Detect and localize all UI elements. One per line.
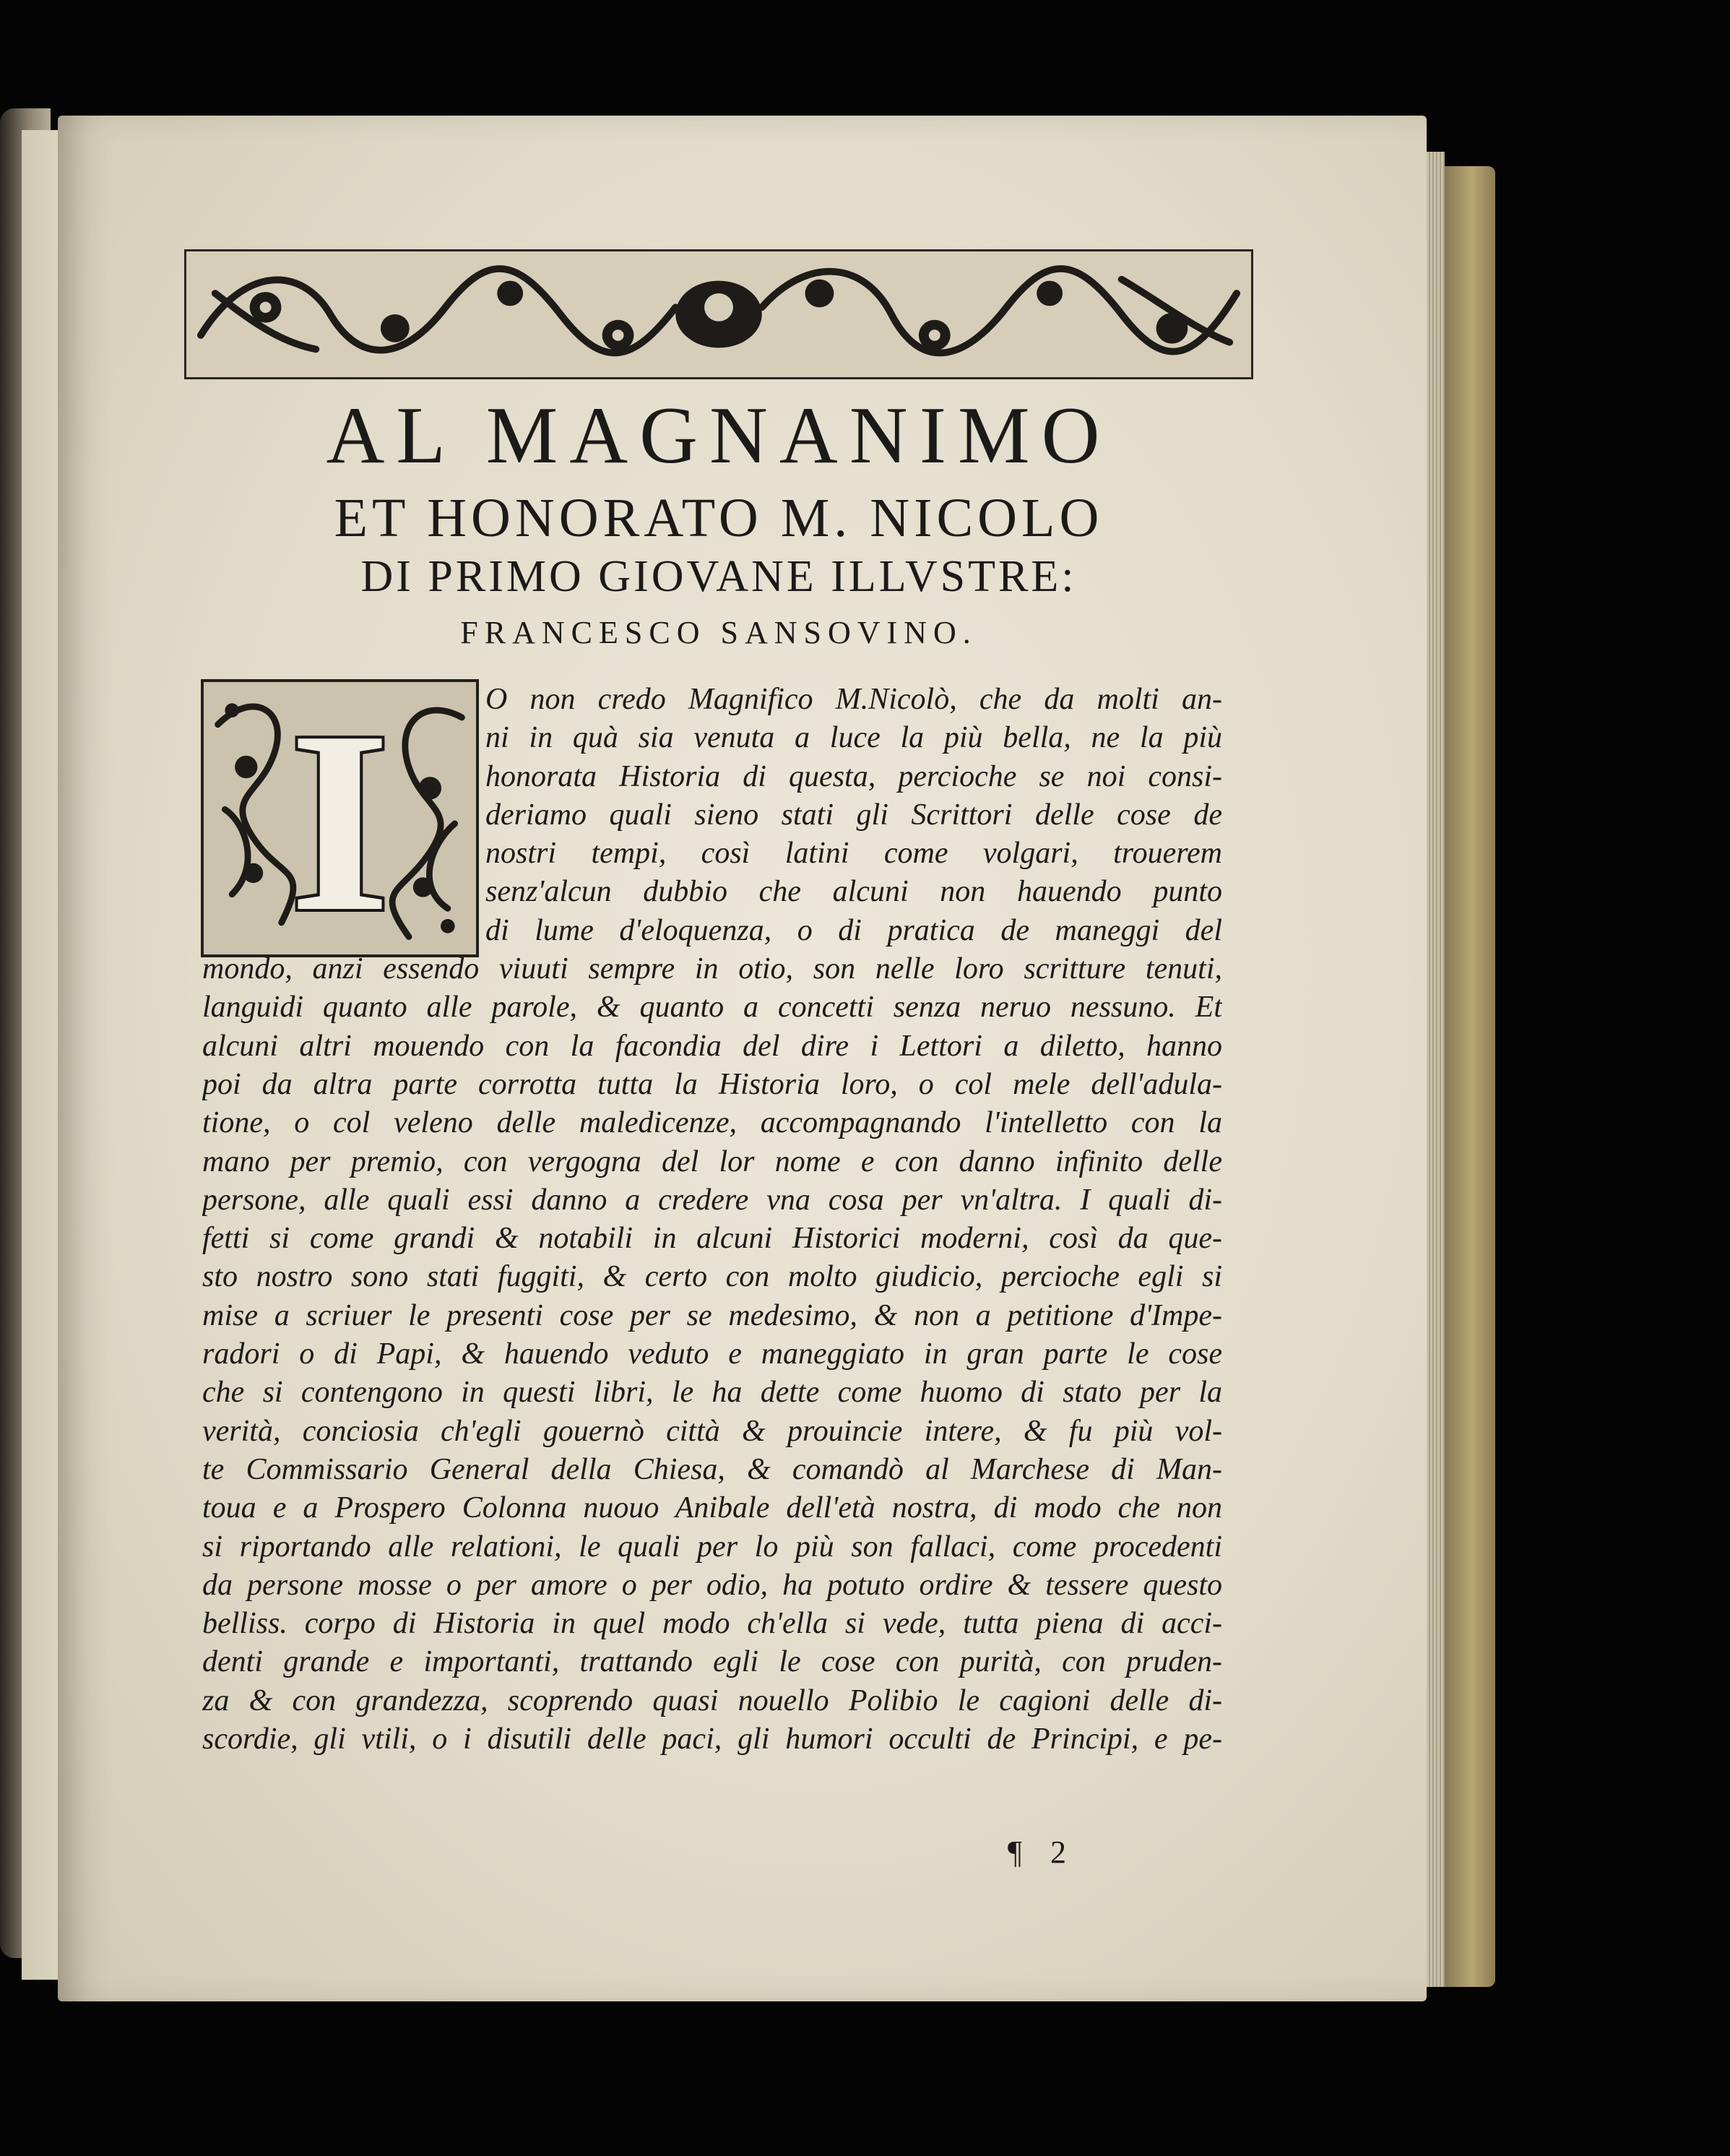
author-line: FRANCESCO SANSOVINO. xyxy=(460,615,977,650)
text-line: verità, conciosia ch'egli gouernò città & prouincie intere, & fu più vol- xyxy=(202,1414,1222,1448)
text-line: mondo, anzi essendo viuuti sempre in otio, son nelle loro scritture tenuti, xyxy=(202,952,1222,986)
text-line: tione, o col veleno delle maledicenze, accompagnando l'intelletto con la xyxy=(202,1106,1222,1140)
text-line: fetti si come grandi & notabili in alcuni Historici moderni, così da que- xyxy=(202,1222,1222,1256)
heading-line-3: DI PRIMO GIOVANE ILLVSTRE: xyxy=(360,552,1077,601)
text-line: persone, alle quali essi danno a credere vna cosa per vn'altra. I quali di- xyxy=(202,1183,1222,1217)
text-line: scordie, gli vtili, o i disutili delle paci, gli humori occulti de Principi, e pe- xyxy=(202,1722,1222,1756)
text-line: radori o di Papi, & hauendo veduto e maneggiato in gran parte le cose xyxy=(202,1337,1222,1371)
text-line: ni in quà sia venuta a luce la più bella, ne la più xyxy=(485,721,1222,755)
text-line: alcuni altri mouendo con la facondia del dire i Lettori a diletto, hanno xyxy=(202,1029,1222,1063)
ornament-scroll-icon xyxy=(186,251,1251,377)
text-line: mano per premio, con vergogna del lor nome e con danno infinito delle xyxy=(202,1144,1222,1178)
text-line: di lume d'eloquenza, o di pratica de maneggi del xyxy=(485,913,1222,947)
text-line: mise a scriuer le presenti cose per se medesimo, & non a petitione d'Impe- xyxy=(202,1298,1222,1332)
text-line: senz'alcun dubbio che alcuni non hauendo punto xyxy=(485,875,1222,909)
text-line: poi da altra parte corrotta tutta la Historia loro, o col mele dell'adula- xyxy=(202,1067,1222,1101)
text-line: sto nostro sono stati fuggiti, & certo con molto giudicio, percioche egli si xyxy=(202,1260,1222,1294)
heading-line-1: AL MAGNANIMO xyxy=(326,391,1112,480)
text-line: da persone mosse o per amore o per odio, ha potuto ordire & tessere questo xyxy=(202,1568,1222,1602)
ornament-band-icon xyxy=(184,249,1253,379)
book-back-cover xyxy=(1437,166,1495,1987)
text-line: O non credo Magnifico M.Nicolò, che da molti an- xyxy=(485,683,1222,716)
text-line: denti grande e importanti, trattando egli le cose con purità, con pruden- xyxy=(202,1645,1222,1679)
text-line: toua e a Prospero Colonna nuouo Anibale dell'età nostra, di modo che non xyxy=(202,1491,1222,1525)
signature-mark: ¶ 2 xyxy=(1008,1834,1076,1870)
text-line: si riportando alle relationi, le quali per lo più son fallaci, come procedenti xyxy=(202,1530,1222,1564)
text-line: za & con grandezza, scoprendo quasi nouello Polibio le cagioni delle di- xyxy=(202,1683,1222,1717)
text-line: belliss. corpo di Historia in quel modo ch'ella si vede, tutta piena di acci- xyxy=(202,1607,1222,1641)
text-line: che si contengono in questi libri, le ha dette come huomo di stato per la xyxy=(202,1376,1222,1410)
heading-line-2: ET HONORATO M. NICOLO xyxy=(334,488,1104,548)
text-line: honorata Historia di questa, percioche se noi consi- xyxy=(485,759,1222,793)
text-line: nostri tempi, così latini come volgari, trouerem xyxy=(485,837,1222,871)
body-text xyxy=(202,681,1222,1759)
text-line: te Commissario General della Chiesa, & comandò al Marchese di Man- xyxy=(202,1452,1222,1486)
initial-letter: I xyxy=(289,679,391,957)
text-line: languidi quanto alle parole, & quanto a concetti senza neruo nessuno. Et xyxy=(202,991,1222,1025)
text-line: deriamo quali sieno stati gli Scrittori delle cose de xyxy=(485,798,1222,832)
